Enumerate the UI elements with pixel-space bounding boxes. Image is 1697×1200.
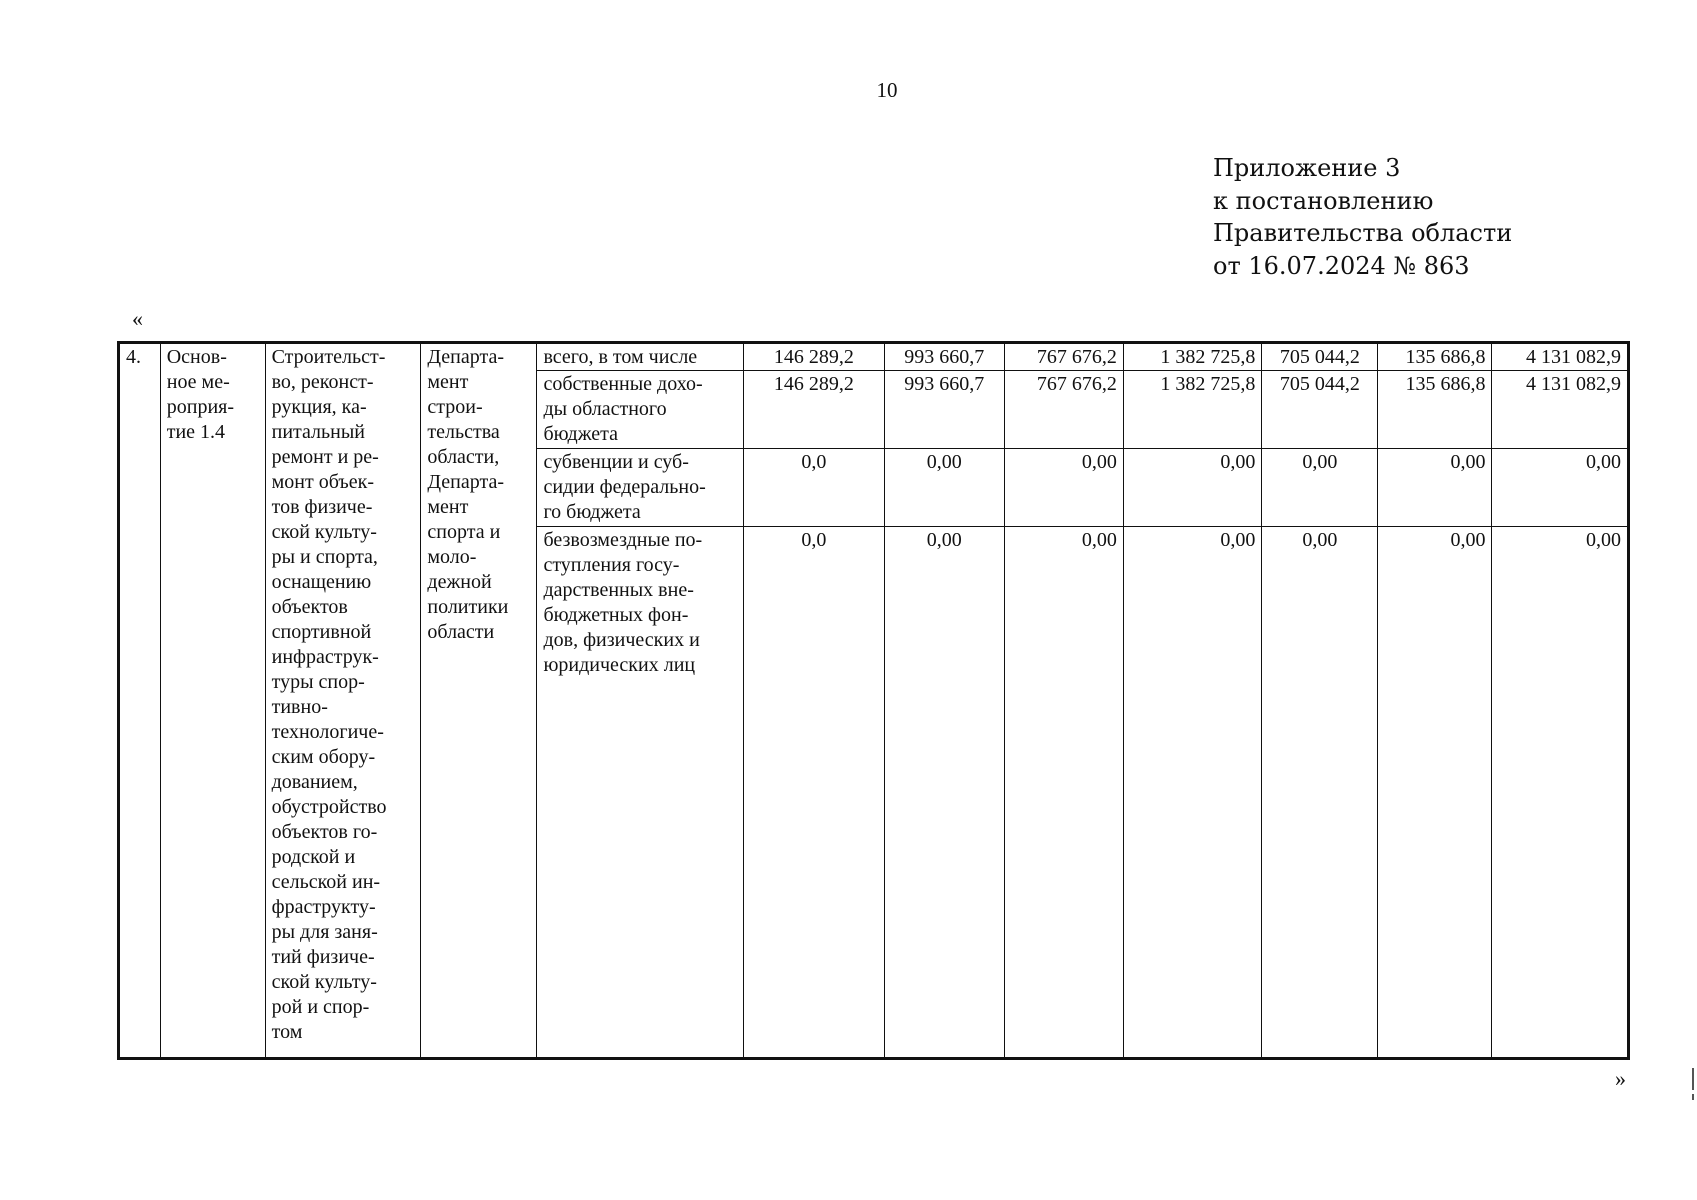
value-cell: 135 686,8	[1378, 371, 1492, 449]
measure-name-line: тие 1.4	[166, 421, 226, 443]
value-cell: 993 660,7	[884, 343, 1004, 371]
value-cell: 1 382 725,8	[1123, 371, 1261, 449]
appendix-header	[1213, 152, 1512, 282]
value-cell: 993 660,7	[884, 371, 1004, 449]
measure-description-line: ры для заня-	[271, 921, 378, 943]
measure-description-line: сельской ин-	[271, 871, 381, 893]
measure-description-line: объектов го-	[271, 821, 378, 843]
funding-source	[537, 371, 744, 449]
funding-source	[537, 449, 744, 527]
measure-description-line: монт объек-	[271, 471, 374, 493]
closing-quote: »	[1615, 1066, 1626, 1091]
measure-description-line: во, реконст-	[271, 371, 374, 393]
funding-source-line: дов, физических и	[543, 629, 700, 651]
funding-source-line: дарственных вне-	[543, 579, 694, 601]
executor-line: тельства	[427, 421, 500, 443]
value-cell: 0,0	[744, 449, 885, 527]
value-cell: 0,00	[1492, 527, 1629, 1059]
value-cell: 0,00	[884, 527, 1004, 1059]
measure-description-line: питальный	[271, 421, 365, 443]
value-cell: 4 131 082,9	[1492, 371, 1629, 449]
value-cell: 0,00	[1262, 527, 1378, 1059]
measure-description-line: дованием,	[271, 771, 358, 793]
funding-source	[537, 527, 744, 1059]
value-cell: 705 044,2	[1262, 343, 1378, 371]
measure-name	[160, 343, 265, 1059]
executor-line: области	[427, 621, 495, 643]
measure-description-line: Строительст-	[271, 346, 386, 368]
value-cell: 0,00	[1378, 449, 1492, 527]
value-cell: 146 289,2	[744, 343, 885, 371]
executor-line: мент	[427, 371, 469, 393]
page-number: 10	[876, 78, 898, 102]
measure-description-line: тов физиче-	[271, 496, 373, 518]
responsible-executor	[421, 343, 537, 1059]
executor-line: спорта и	[427, 521, 501, 543]
measure-description-line: родской и	[271, 846, 356, 868]
funding-source-line: бюджетных фон-	[543, 604, 689, 626]
funding-source	[537, 343, 744, 371]
value-cell: 705 044,2	[1262, 371, 1378, 449]
value-cell: 767 676,2	[1004, 371, 1123, 449]
measure-description-line: инфраструк-	[271, 646, 379, 668]
measure-description-line: спортивной	[271, 621, 372, 643]
measure-name-line: Основ-	[166, 346, 227, 368]
value-cell: 1 382 725,8	[1123, 343, 1261, 371]
appendix-line-resolution: к постановлению	[1213, 186, 1434, 215]
value-cell: 146 289,2	[744, 371, 885, 449]
measure-description	[265, 343, 421, 1059]
measure-description-line: рукция, ка-	[271, 396, 367, 418]
measure-description-line: том	[271, 1021, 303, 1043]
executor-line: Департа-	[427, 346, 504, 368]
funding-source-line: го бюджета	[543, 501, 641, 523]
appendix-line-date-number: от 16.07.2024 № 863	[1213, 251, 1470, 280]
value-cell: 0,00	[1123, 527, 1261, 1059]
executor-line: мент	[427, 496, 469, 518]
measure-name-line: ное ме-	[166, 371, 230, 393]
funding-source-line: всего, в том числе	[543, 346, 698, 368]
value-cell: 0,0	[744, 527, 885, 1059]
measure-description-line: технологиче-	[271, 721, 384, 743]
measure-description-line: объектов	[271, 596, 348, 618]
row-index: 4.	[119, 343, 161, 1059]
executor-line: Департа-	[427, 471, 504, 493]
measure-description-line: ры и спорта,	[271, 546, 378, 568]
value-cell: 0,00	[1262, 449, 1378, 527]
scan-edge-mark	[1692, 1094, 1694, 1100]
measure-description-line: фраструкту-	[271, 896, 376, 918]
value-cell: 0,00	[884, 449, 1004, 527]
measure-description-line: ской культу-	[271, 971, 377, 993]
value-cell: 0,00	[1492, 449, 1629, 527]
measure-description-line: тивно-	[271, 696, 328, 718]
executor-line: области,	[427, 446, 500, 468]
value-cell: 767 676,2	[1004, 343, 1123, 371]
budget-table	[117, 341, 1630, 1060]
executor-line: строи-	[427, 396, 483, 418]
value-cell: 0,00	[1004, 449, 1123, 527]
value-cell: 135 686,8	[1378, 343, 1492, 371]
funding-source-line: безвозмездные по-	[543, 529, 703, 551]
funding-source-line: ступления госу-	[543, 554, 680, 576]
measure-description-line: оснащению	[271, 571, 372, 593]
executor-line: дежной	[427, 571, 492, 593]
value-cell: 4 131 082,9	[1492, 343, 1629, 371]
table-row	[119, 343, 1629, 371]
measure-description-line: тий физиче-	[271, 946, 375, 968]
opening-quote: «	[132, 306, 143, 331]
funding-source-line: сидии федерально-	[543, 476, 706, 498]
value-cell: 0,00	[1123, 449, 1261, 527]
measure-description-line: ремонт и ре-	[271, 446, 379, 468]
value-cell: 0,00	[1378, 527, 1492, 1059]
measure-description-line: рой и спор-	[271, 996, 370, 1018]
funding-source-line: ды областного	[543, 398, 667, 420]
scan-edge-mark	[1692, 1068, 1694, 1090]
measure-name-line: роприя-	[166, 396, 234, 418]
funding-source-line: собственные дохо-	[543, 373, 703, 395]
measure-description-line: ским обору-	[271, 746, 376, 768]
measure-description-line: ской культу-	[271, 521, 377, 543]
funding-source-line: юридических лиц	[543, 654, 696, 676]
executor-line: моло-	[427, 546, 477, 568]
appendix-title: Приложение 3	[1213, 154, 1401, 182]
funding-source-line: бюджета	[543, 423, 619, 445]
value-cell: 0,00	[1004, 527, 1123, 1059]
appendix-line-government: Правительства области	[1213, 219, 1513, 247]
measure-description-line: туры спор-	[271, 671, 365, 693]
funding-source-line: субвенции и суб-	[543, 451, 689, 473]
executor-line: политики	[427, 596, 509, 618]
measure-description-line: обустройство	[271, 796, 387, 818]
